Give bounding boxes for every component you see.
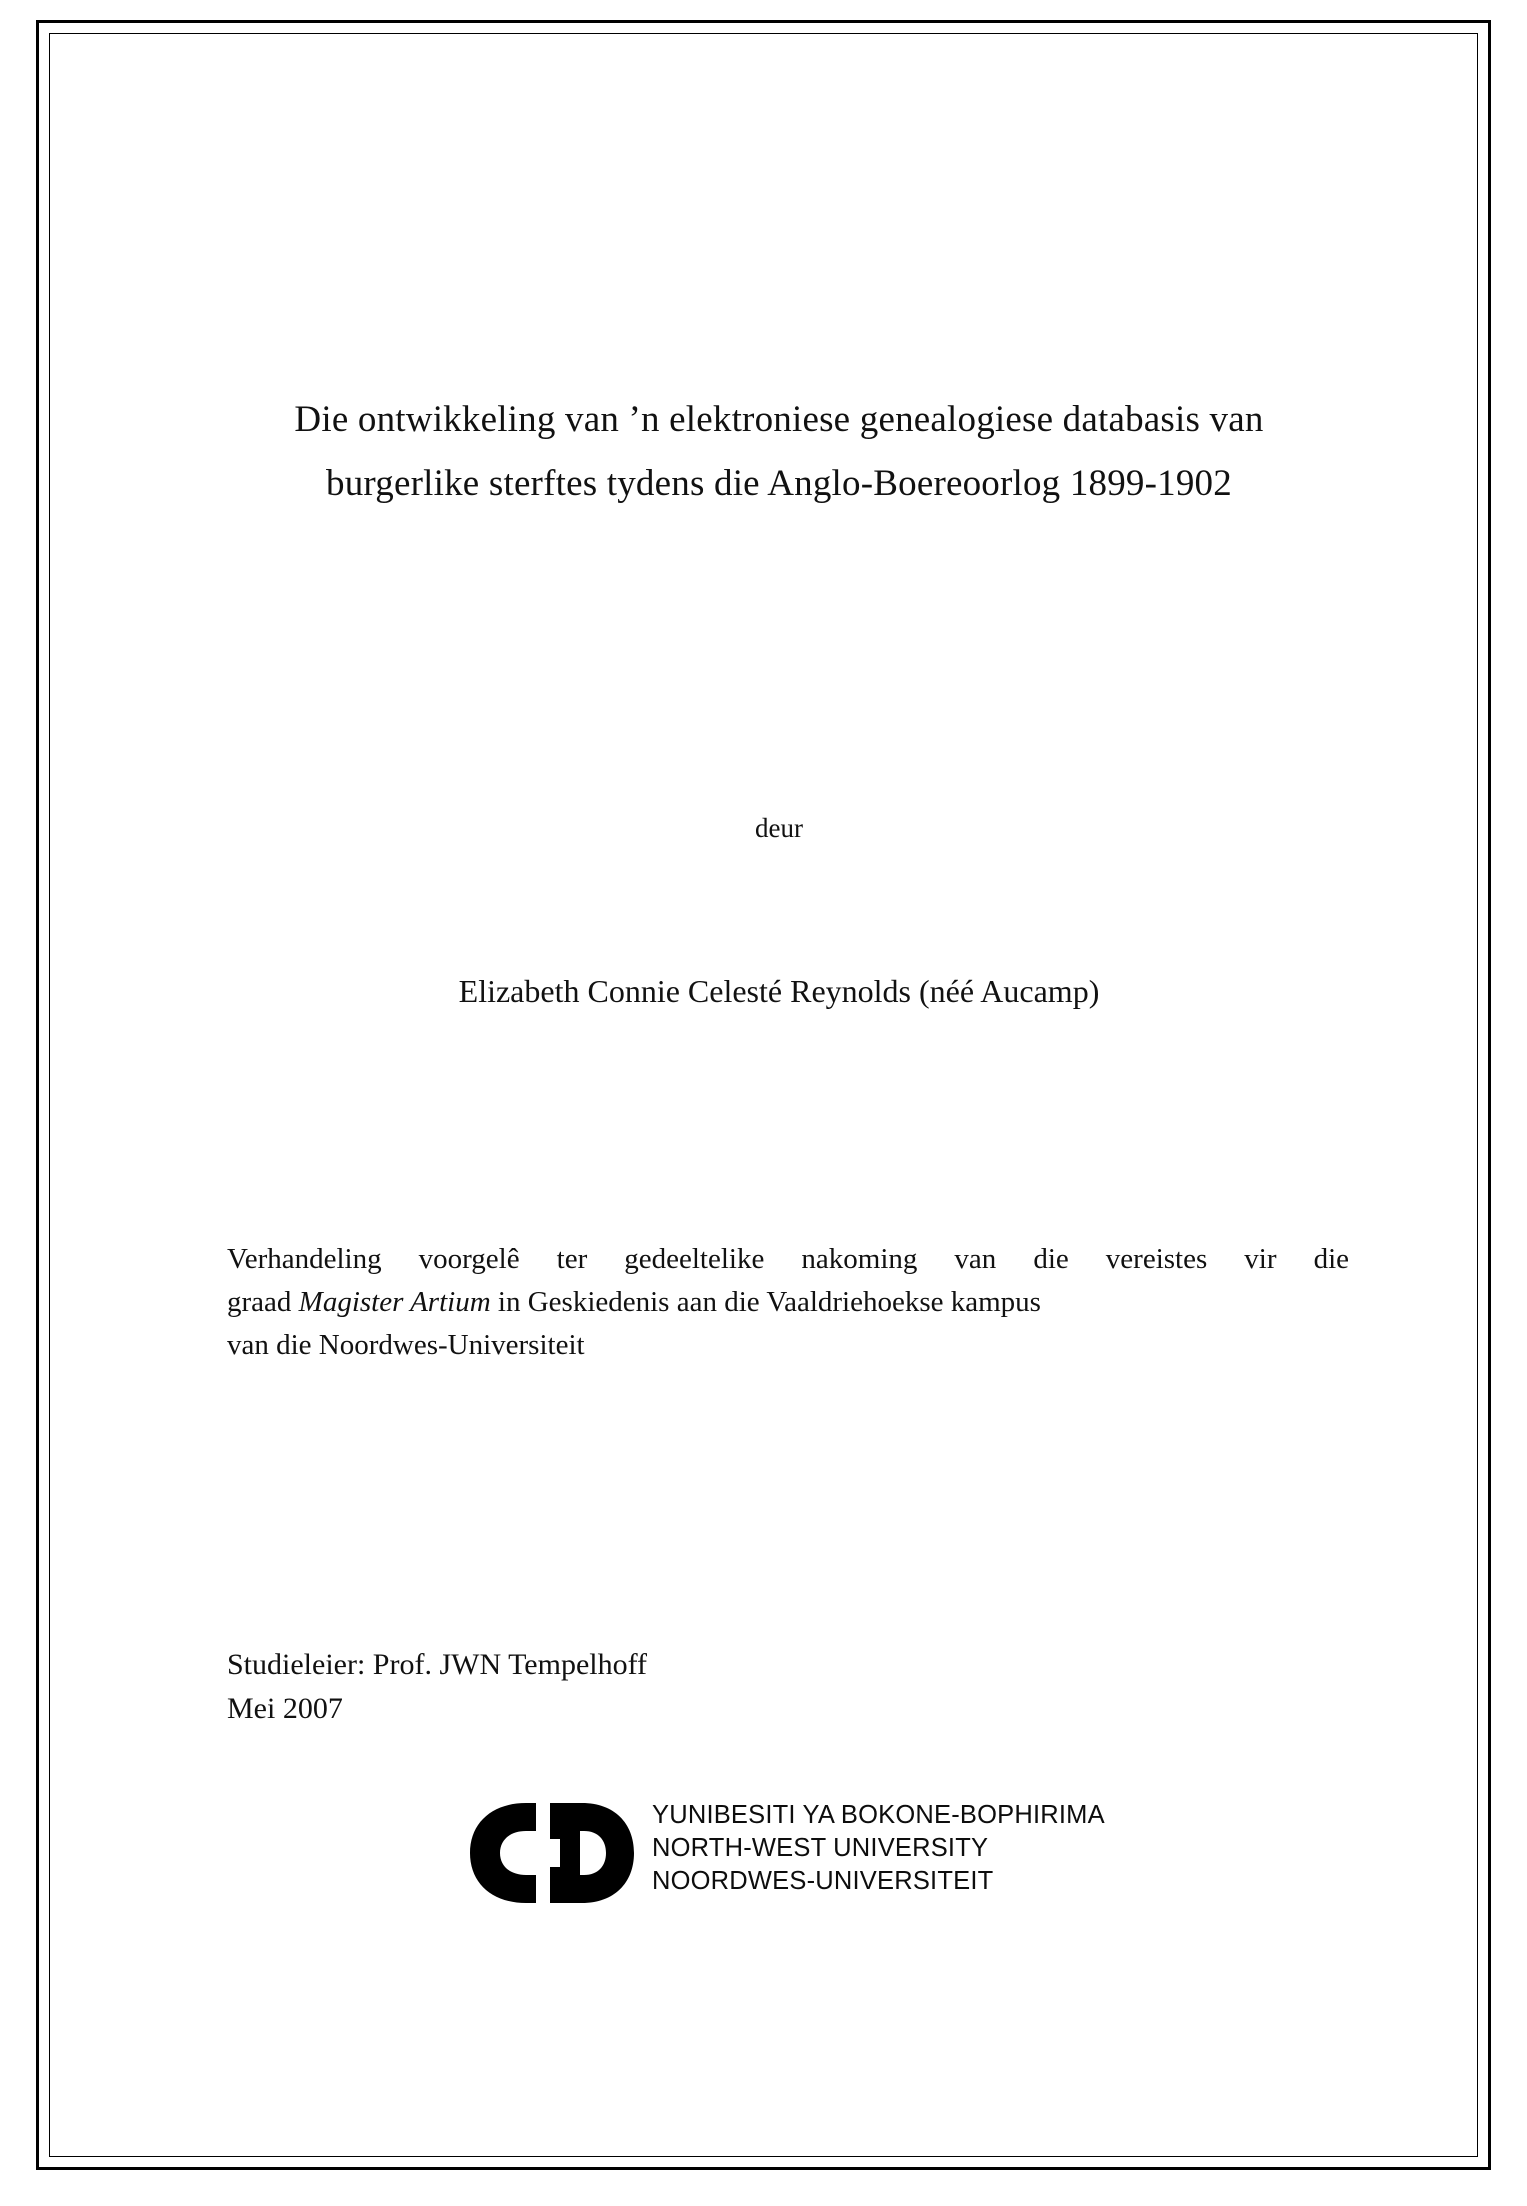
degree-statement-line-2 xyxy=(227,1281,1349,1324)
page-border xyxy=(36,20,1491,2170)
university-logo-line-3: NOORDWES-UNIVERSITEIT xyxy=(652,1867,994,1895)
degree-statement-line-2-suffix: in Geskiedenis aan die Vaaldriehoekse kampus xyxy=(490,1286,1041,1318)
degree-statement-line-1: Verhandeling voorgelê ter gedeeltelike nakoming van die vereistes vir die xyxy=(227,1243,1349,1275)
supervisor-name: Studieleier: Prof. JWN Tempelhoff xyxy=(227,1648,648,1681)
document-title xyxy=(199,388,1359,516)
degree-statement-line-2-prefix: graad xyxy=(227,1286,299,1318)
university-logo-text xyxy=(652,1799,1105,1898)
university-logo xyxy=(464,1793,1104,1923)
page-content xyxy=(189,23,1369,2167)
nwu-logo-icon xyxy=(464,1799,639,1907)
by-word: deur xyxy=(755,813,803,843)
title-line-1: Die ontwikkeling van ’n elektroniese genealogiese databasis van xyxy=(294,399,1264,440)
degree-name: Magister Artium xyxy=(298,1286,491,1318)
university-logo-line-1: YUNIBESITI YA BOKONE-BOPHIRIMA xyxy=(652,1801,1105,1829)
degree-statement xyxy=(227,1238,1349,1367)
university-logo-line-2: NORTH-WEST UNIVERSITY xyxy=(652,1834,989,1862)
title-line-2: burgerlike sterftes tydens die Anglo-Boereoorlog 1899-1902 xyxy=(326,463,1232,504)
degree-statement-line-3: van die Noordwes-Universiteit xyxy=(227,1329,585,1361)
submission-date: Mei 2007 xyxy=(227,1692,343,1725)
author-name: Elizabeth Connie Celesté Reynolds (néé Aucamp) xyxy=(458,973,1100,1009)
supervisor-block xyxy=(227,1643,1127,1731)
